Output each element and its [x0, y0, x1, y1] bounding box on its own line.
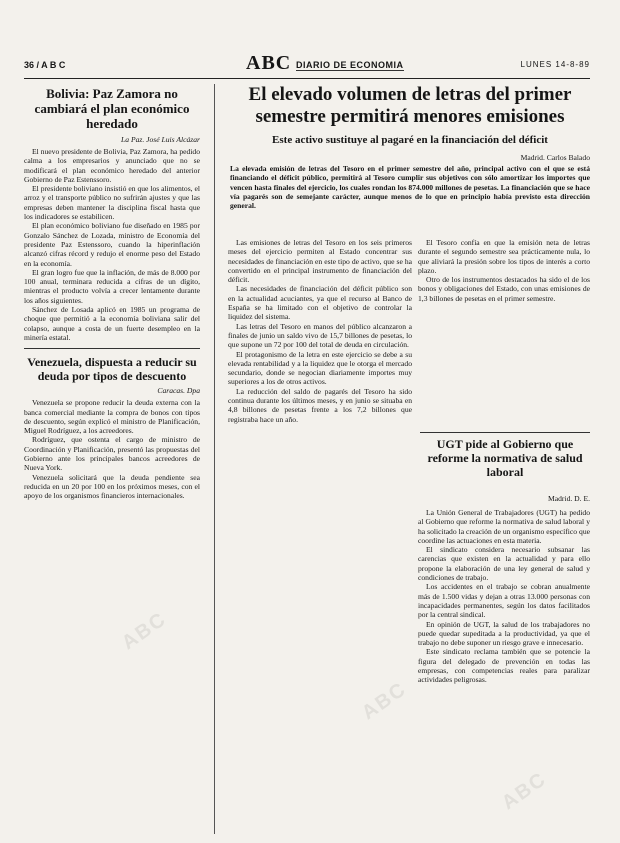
ugt-headline: UGT pide al Gobierno que reforme la normativa de salud laboral — [420, 432, 590, 479]
lead-paragraph: Las emisiones de letras del Tesoro en los seis primeros meses del ejercicio permiten al Estado concentrar sus necesidades de financiación en este tipo de activo, que se ha convertido en el principal instrumento de financiación del déficit. — [228, 238, 412, 285]
lead-paragraph: Las necesidades de financiación del déficit público son en la actualidad acuciantes, ya que el recurso al Banco de España se ha limitado con el objetivo de controlar la liquidez del sistema. — [228, 284, 412, 322]
bolivia-byline: La Paz. José Luis Alcázar — [121, 135, 200, 144]
venezuela-headline: Venezuela, dispuesta a reducir su deuda por tipos de descuento — [27, 355, 197, 384]
ugt-paragraph: Los accidentes en el trabajo se cobran anualmente más de 1.500 vidas y dejan a otras 13.000 personas con incapacidades permanentes, según los datos facilitados por la central sindical. — [418, 582, 590, 620]
bolivia-paragraph: El presidente boliviano insistió en que los alimentos, el arroz y el transporte público no sufrirán ajustes y que las empresas deben mantener la disciplina fiscal hasta que los indicadores se estabilicen. — [24, 184, 200, 222]
left-column — [24, 84, 200, 834]
lead-paragraph: El protagonismo de la letra en este ejercicio se debe a su elevada rentabilidad y a la liquidez que le otorga el mercado secundario, donde se negocian diariamente importes muy superiores a los de otros activos. — [228, 349, 412, 387]
lead-intro: La elevada emisión de letras del Tesoro en el primer semestre del año, principal activo con el que se está financiando el déficit público, permitirá al Tesoro cumplir sus objetivos con sólo amortizar los importes que vencen hasta finales del ejercicio, los cuales rondan los 874.000 millones de pesetas. La financiación que se hace vía pagarés son de semejante carácter, aunque menos de lo que en principio había previsto esta dirección general. — [230, 164, 590, 211]
section-title: DIARIO DE ECONOMIA — [296, 60, 404, 70]
lead-subheadline: Este activo sustituye al pagaré en la financiación del déficit — [272, 134, 548, 146]
lead-headline: El elevado volumen de letras del primer semestre permitirá menores emisiones — [248, 84, 572, 127]
lead-paragraph: El Tesoro confía en que la emisión neta de letras durante el segundo semestre sea prácticamente nula, lo que aliviará la presión sobre los tipos de interés a corto plazo. — [418, 238, 590, 275]
page-number: 36 / A B C — [24, 60, 66, 70]
ugt-column — [418, 508, 590, 828]
bolivia-headline: Bolivia: Paz Zamora no cambiará el plan económico heredado — [34, 86, 190, 131]
watermark: ABC — [357, 677, 411, 725]
watermark: ABC — [497, 767, 551, 815]
lead-column-b — [418, 238, 590, 428]
watermark: ABC — [117, 607, 171, 655]
lead-column-a — [228, 238, 412, 778]
bolivia-paragraph: El gran logro fue que la inflación, de más de 8.000 por 100 anual, terminara reducida a cifras de un dígito, mientras el producto volvía a crecer lentamente durante los años siguientes. — [24, 267, 200, 305]
venezuela-paragraph: Venezuela se propone reducir la deuda externa con la banca comercial mediante la compra de bonos con tipos de descuento, según explicó el ministro de Planificación, Miguel Rodríguez, a los acreedores. — [24, 398, 200, 436]
bolivia-paragraph: Sánchez de Losada aplicó en 1985 un programa de choque que permitió a la economía boliviana salir del colapso, aunque a costa de un fuerte desempleo en la minería estatal. — [24, 305, 200, 342]
venezuela-paragraph: Rodríguez, que ostenta el cargo de ministro de Coordinación y Planificación, presentó las propuestas del Gobierno ante los principales bancos acreedores de Nueva York. — [24, 435, 200, 473]
bolivia-paragraph: El plan económico boliviano fue diseñado en 1985 por Gonzalo Sánchez de Lozada, ministro de Economía del presidente Paz Estenssoro, cuando la hiperinflación alcanzó cifras récord y redujo el enorme peso del Estado en la economía. — [24, 221, 200, 268]
lead-paragraph: Las letras del Tesoro en manos del público alcanzaron a finales de junio un saldo vivo de 15,7 billones de pesetas, lo que supone un 72 por 100 del total de deuda en circulación. — [228, 321, 412, 350]
ugt-paragraph: Este sindicato reclama también que se potencie la figura del delegado de prevención en todas las empresas, con competencias reales para paralizar actividades peligrosas. — [418, 647, 590, 685]
masthead — [24, 52, 590, 79]
bolivia-paragraph: El nuevo presidente de Bolivia, Paz Zamora, ha pedido calma a los empresarios y anunciado que no se modificará el plan económico heredado del anterior Gobierno de Paz Estenssoro. — [24, 147, 200, 184]
venezuela-paragraph: Venezuela solicitará que la deuda pendiente sea reducida en un 20 por 100 en los próximos meses, con el apoyo de los organismos financieros internacionales. — [24, 472, 200, 501]
column-divider — [214, 84, 215, 834]
lead-byline: Madrid. Carlos Balado — [520, 153, 590, 162]
ugt-paragraph: La Unión General de Trabajadores (UGT) ha pedido al Gobierno que reforme la normativa de salud laboral y ha solicitado la creación de un organismo específico que coordine las actuaciones en esta materia. — [418, 508, 590, 545]
divider — [24, 348, 200, 349]
issue-date: LUNES 14-8-89 — [520, 60, 590, 69]
lead-paragraph: Otro de los instrumentos destacados ha sido el de los bonos y obligaciones del Estado, con unas emisiones de 1,3 billones de pesetas en el primer semestre. — [418, 275, 590, 303]
ugt-paragraph: El sindicato considera necesario subsanar las carencias que existen en la actualidad y para ello propone la elaboración de una ley general de salud y condiciones de trabajo. — [418, 545, 590, 583]
ugt-paragraph: En opinión de UGT, la salud de los trabajadores no puede quedar supeditada a la productividad, ya que el trabajo no debe suponer un riesgo grave e innecesario. — [418, 619, 590, 648]
venezuela-byline: Caracas. Dpa — [157, 386, 200, 396]
lead-paragraph: La reducción del saldo de pagarés del Tesoro ha sido continua durante los últimos meses, y en junio se situaba en 4,8 billones de pesetas frente a los 7,2 billones que registraba hace un año. — [228, 386, 412, 424]
ugt-byline: Madrid. D. E. — [548, 494, 590, 503]
abc-logo: ABC — [246, 52, 292, 74]
